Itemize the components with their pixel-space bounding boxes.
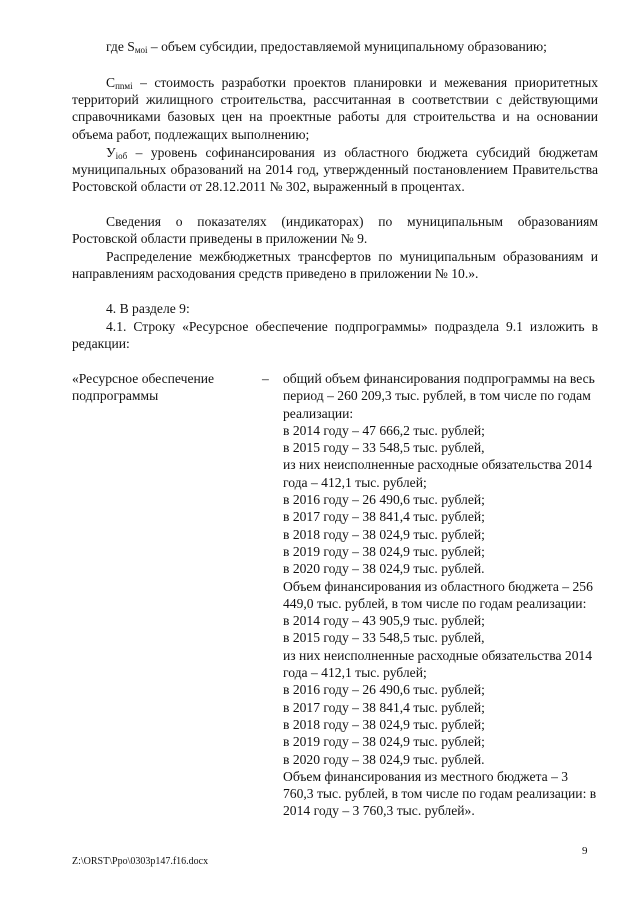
resource-financing-text bbox=[283, 370, 598, 820]
financing-line: в 2015 году – 33 548,5 тыс. рублей, bbox=[283, 440, 485, 456]
paragraph-text: – стоимость разработки проектов планировки и межевания приоритетных территорий жилищного строительства, рассчитанная в соответствии с действующими справочниками базовых цен на проектные работы для строительства и на основании объема работ, подлежащих выполнению; bbox=[72, 75, 598, 142]
financing-line: общий объем финансирования подпрограммы на весь период – 260 209,3 тыс. рублей, в том числе по годам реализации: bbox=[283, 371, 595, 421]
resource-label: «Ресурсное обеспечение подпрограммы bbox=[72, 371, 215, 404]
paragraph-section-9: 4. В разделе 9: bbox=[106, 301, 190, 316]
paragraph-text: – объем субсидии, предоставляемой муниципальному образованию; bbox=[147, 39, 547, 54]
formula-subscript: iоб bbox=[115, 151, 128, 161]
formula-symbol: С bbox=[106, 75, 116, 90]
financing-line: Объем финансирования из областного бюджета – 256 449,0 тыс. рублей, в том числе по годам реализации: bbox=[283, 578, 593, 611]
paragraph-resource-row: 4.1. Строку «Ресурсное обеспечение подпрограммы» подраздела 9.1 изложить в редакции: bbox=[72, 319, 598, 352]
financing-line: в 2016 году – 26 490,6 тыс. рублей; bbox=[283, 492, 485, 508]
financing-line: в 2018 году – 38 024,9 тыс. рублей; bbox=[283, 716, 485, 732]
paragraph-project-cost bbox=[72, 74, 598, 143]
paragraph-transfers: Распределение межбюджетных трансфертов по муниципальным образованиям и направлениям расходования средств приведено в приложении № 10.». bbox=[72, 249, 598, 282]
financing-line: в 2014 году – 43 905,9 тыс. рублей; bbox=[283, 613, 485, 629]
paragraph-text: – уровень софинансирования из областного бюджета субсидий бюджетам муниципальных образований на 2014 год, утвержденный постановлением Правительства Ростовской области от 28.12.2011 № 302, выраженный в процентах. bbox=[72, 145, 598, 195]
resource-dash: – bbox=[262, 371, 269, 386]
financing-line: в 2020 году – 38 024,9 тыс. рублей. bbox=[283, 561, 485, 577]
paragraph-subsidy-volume bbox=[72, 38, 598, 55]
financing-line: в 2015 году – 33 548,5 тыс. рублей, bbox=[283, 630, 485, 646]
file-path-footer: Z:\ORST\Ppo\0303p147.f16.docx bbox=[72, 856, 209, 867]
paragraph-cofinancing bbox=[72, 144, 598, 196]
financing-line: из них неисполненные расходные обязательства 2014 года – 412,1 тыс. рублей; bbox=[283, 457, 593, 490]
paragraph-indicators: Сведения о показателях (индикаторах) по муниципальным образованиям Ростовской области приведены в приложении № 9. bbox=[72, 214, 598, 247]
financing-line: Объем финансирования из местного бюджета – 3 760,3 тыс. рублей, в том числе по годам реализации: в 2014 году – 3 760,3 тыс. рублей». bbox=[283, 768, 597, 819]
formula-subscript: мoi bbox=[134, 45, 148, 55]
formula-subscript: пnмi bbox=[115, 81, 133, 91]
financing-line: в 2016 году – 26 490,6 тыс. рублей; bbox=[283, 682, 485, 698]
financing-line: в 2019 году – 38 024,9 тыс. рублей; bbox=[283, 734, 485, 750]
financing-line: в 2018 году – 38 024,9 тыс. рублей; bbox=[283, 526, 485, 542]
financing-line: в 2019 году – 38 024,9 тыс. рублей; bbox=[283, 543, 485, 559]
financing-line: в 2017 году – 38 841,4 тыс. рублей; bbox=[283, 699, 485, 715]
formula-symbol: У bbox=[106, 145, 116, 160]
financing-line: в 2014 году – 47 666,2 тыс. рублей; bbox=[283, 422, 485, 438]
financing-line: в 2017 году – 38 841,4 тыс. рублей; bbox=[283, 509, 485, 525]
formula-symbol: где S bbox=[106, 39, 135, 54]
financing-line: в 2020 году – 38 024,9 тыс. рублей. bbox=[283, 751, 485, 767]
page-number: 9 bbox=[582, 845, 588, 857]
financing-line: из них неисполненные расходные обязательства 2014 года – 412,1 тыс. рублей; bbox=[283, 647, 593, 681]
